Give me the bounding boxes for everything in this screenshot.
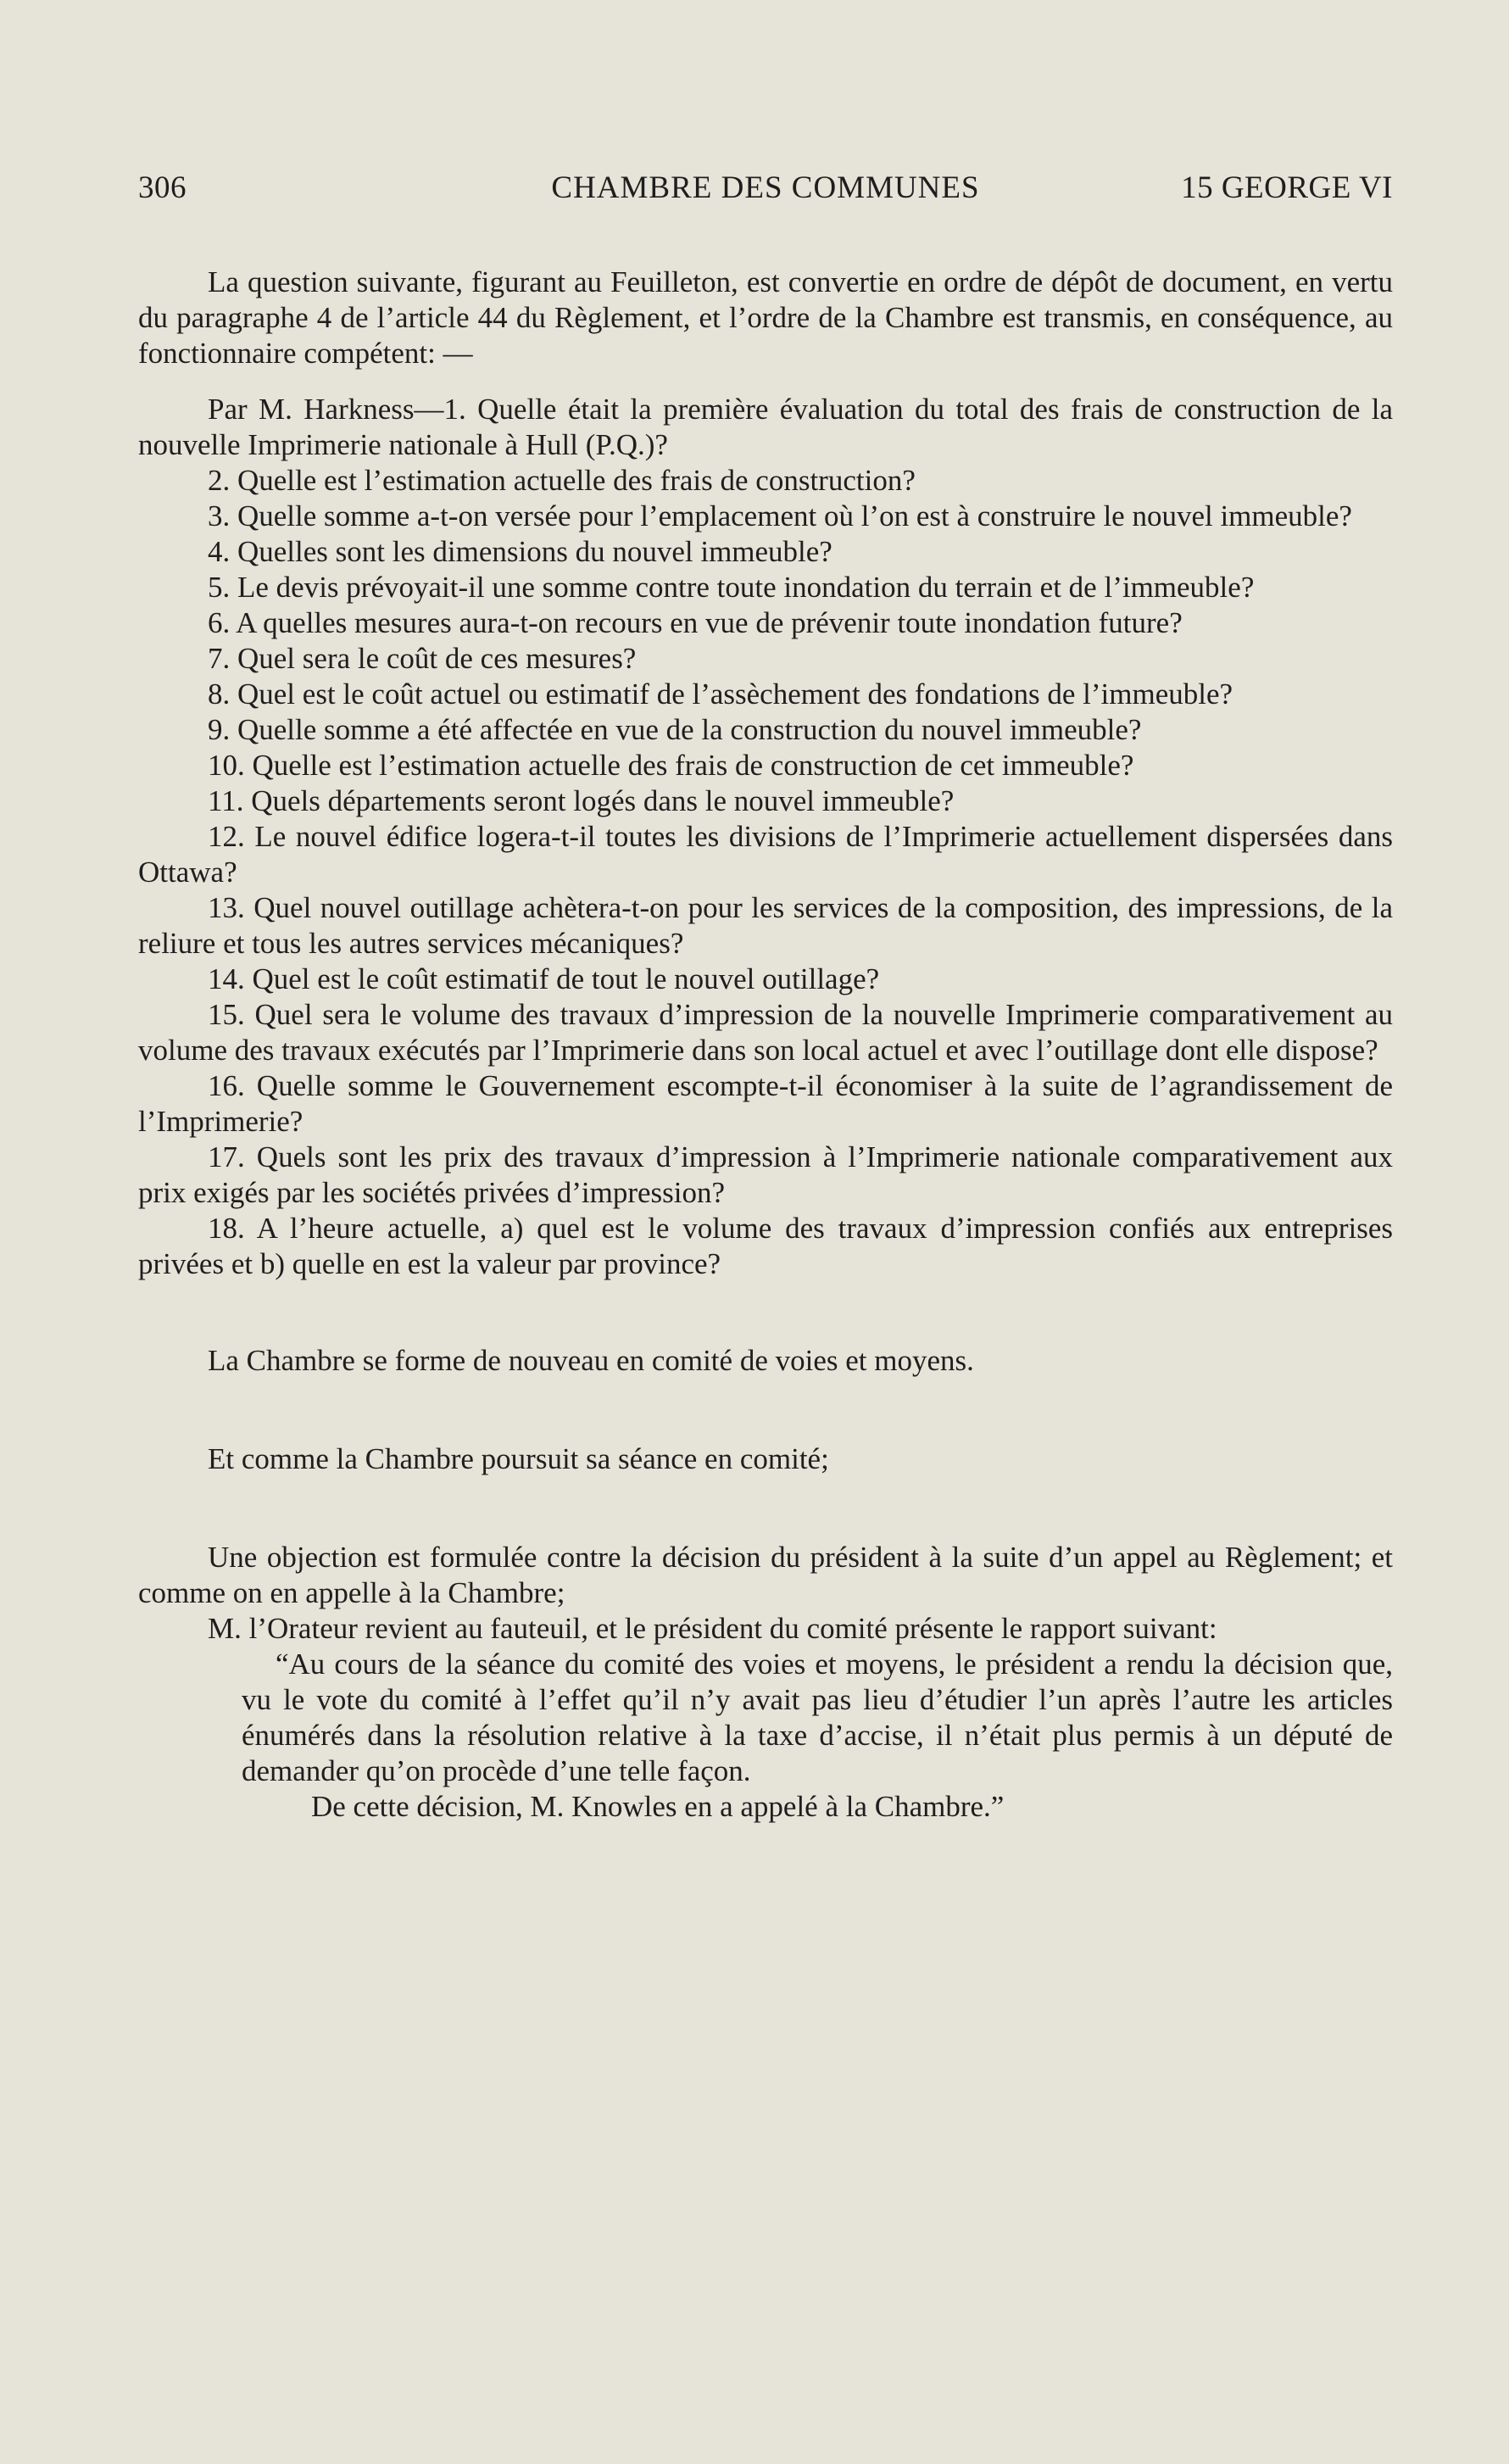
question-5: 5. Le devis prévoyait-il une somme contre toute inondation du terrain et de l’immeuble?: [208, 571, 1255, 604]
intro-paragraph: La question suivante, figurant au Feuilleton, est convertie en ordre de dépôt de document, en vertu du paragraphe 4 de l’article 44 du Règlement, et l’ordre de la Chambre est transmis, en conséquence, au fonctionnaire compétent: —: [138, 265, 1393, 370]
question-13: 13. Quel nouvel outillage achètera-t-on pour les services de la composition, des impressions, de la reliure et tous les autres services mécaniques?: [138, 891, 1393, 960]
question-7: 7. Quel sera le coût de ces mesures?: [208, 642, 637, 675]
question-8: 8. Quel est le coût actuel ou estimatif de l’assèchement des fondations de l’immeuble?: [208, 677, 1233, 711]
report-quote-end: De cette décision, M. Knowles en a appelé à la Chambre.”: [311, 1790, 1005, 1823]
sitting-paragraph: Et comme la Chambre poursuit sa séance en comité;: [208, 1442, 829, 1475]
question-10: 10. Quelle est l’estimation actuelle des frais de construction de cet immeuble?: [208, 749, 1134, 782]
question-11: 11. Quels départements seront logés dans le nouvel immeuble?: [208, 784, 955, 817]
page-number: 306: [138, 170, 187, 205]
page-body: [138, 265, 1393, 1825]
question-15: 15. Quel sera le volume des travaux d’impression de la nouvelle Imprimerie comparativement au volume des travaux exécutés par l’Imprimerie dans son local actuel et avec l’outillage dont elle dispose?: [138, 998, 1393, 1067]
page-title: CHAMBRE DES COMMUNES: [551, 170, 980, 205]
question-1: Par M. Harkness—1. Quelle était la première évaluation du total des frais de construction de la nouvelle Imprimerie nationale à Hull (P.Q.)?: [138, 393, 1393, 461]
question-17: 17. Quels sont les prix des travaux d’impression à l’Imprimerie nationale comparativement aux prix exigés par les sociétés privées d’impression?: [138, 1140, 1393, 1209]
question-6: 6. A quelles mesures aura-t-on recours en vue de prévenir toute inondation future?: [208, 606, 1183, 639]
question-3: 3. Quelle somme a-t-on versée pour l’emplacement où l’on est à construire le nouvel immeuble?: [208, 499, 1352, 532]
objection-paragraph: Une objection est formulée contre la décision du président à la suite d’un appel au Règlement; et comme on en appelle à la Chambre;: [138, 1541, 1393, 1609]
regnal-year: 15 GEORGE VI: [1181, 170, 1393, 205]
question-14: 14. Quel est le coût estimatif de tout le nouvel outillage?: [208, 962, 880, 995]
page-header: [138, 170, 1393, 212]
speaker-paragraph: M. l’Orateur revient au fauteuil, et le président du comité présente le rapport suivant:: [208, 1612, 1217, 1645]
question-4: 4. Quelles sont les dimensions du nouvel immeuble?: [208, 535, 832, 568]
question-12: 12. Le nouvel édifice logera-t-il toutes les divisions de l’Imprimerie actuellement dispersées dans Ottawa?: [138, 820, 1393, 889]
question-9: 9. Quelle somme a été affectée en vue de la construction du nouvel immeuble?: [208, 713, 1142, 746]
question-2: 2. Quelle est l’estimation actuelle des frais de construction?: [208, 464, 916, 497]
report-quote: “Au cours de la séance du comité des voies et moyens, le président a rendu la décision que, vu le vote du comité à l’effet qu’il n’y avait pas lieu d’étudier l’un après l’autre les articles énumérés dans la résolution relative à la taxe d’accise, il n’était plus permis à un député de demander qu’on procède d’une telle façon.: [242, 1647, 1393, 1787]
question-18: 18. A l’heure actuelle, a) quel est le volume des travaux d’impression confiés aux entreprises privées et b) quelle en est la valeur par province?: [138, 1212, 1393, 1280]
committee-paragraph: La Chambre se forme de nouveau en comité de voies et moyens.: [208, 1344, 974, 1377]
question-16: 16. Quelle somme le Gouvernement escompte-t-il économiser à la suite de l’agrandissement de l’Imprimerie?: [138, 1069, 1393, 1138]
